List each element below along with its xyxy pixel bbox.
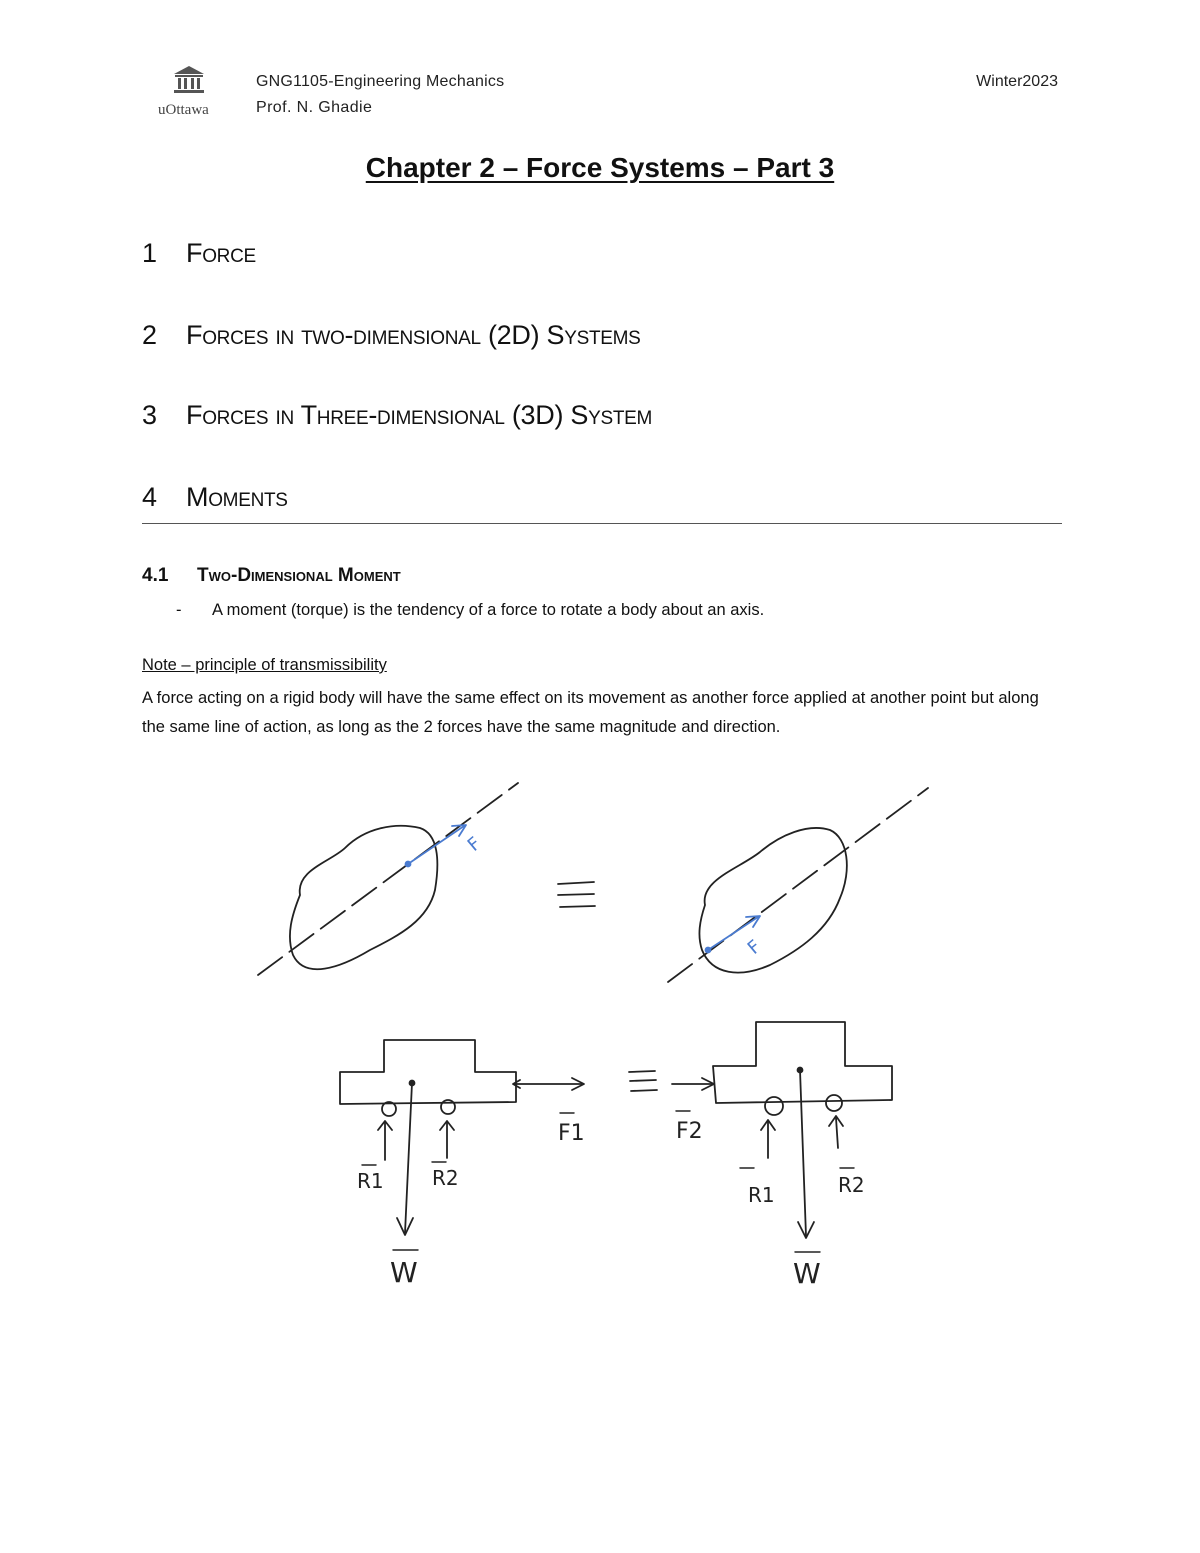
chapter-title: Chapter 2 – Force Systems – Part 3 [365,152,835,183]
bullet-dash: - [176,601,182,619]
wheel-right-1 [765,1097,783,1115]
label-r2-left: R2 [432,1166,459,1190]
bullet-text: A moment (torque) is the tendency of a force to rotate a body about an axis. [212,601,765,619]
note-title: Note – principle of transmissibility [142,656,387,674]
section-title: Force [186,238,256,268]
force-arrow-left [406,825,467,867]
section-number: 2 [142,320,157,350]
note-paragraph: A force acting on a rigid body will have the same effect on its movement as another force applied at another point but along the same line of action, as long as the 2 forces have the same magnitude and direction. [142,689,1039,736]
label-f1: F1 [558,1121,585,1146]
subsection-number: 4.1 [142,565,169,586]
section-number: 4 [142,482,157,512]
label-w-left: W [390,1256,418,1289]
weight-line-left [405,1083,412,1233]
professor-name: Prof. N. Ghadie [256,99,373,116]
label-r1-left: R1 [357,1169,384,1193]
weight-line-right [800,1070,806,1236]
cart-body-left [340,1040,516,1104]
label-f-top-right: F [743,936,766,959]
section-title: Forces in Three-dimensional (3D) System [186,400,653,430]
label-f2: F2 [676,1119,703,1144]
rigid-body-right [699,828,846,973]
section-number: 3 [142,400,157,430]
section-title: Forces in two-dimensional (2D) Systems [186,320,641,350]
cart-body-right [713,1022,892,1103]
label-r2-right: R2 [838,1173,865,1197]
equivalence-symbol-bottom [629,1071,657,1091]
line-of-action-left [258,783,518,975]
course-name: GNG1105-Engineering Mechanics [256,73,505,90]
subsection-title: Two-Dimensional Moment [197,565,401,586]
label-w-right: W [793,1257,821,1290]
section-number: 1 [142,238,157,268]
section-title: Moments [186,482,288,512]
logo-text: uOttawa [158,102,209,118]
label-f-top-left: F [463,833,486,856]
term-label: Winter2023 [976,73,1058,90]
equivalence-symbol-top [558,882,595,907]
wheel-right-2 [826,1095,842,1111]
label-r1-right: R1 [748,1183,775,1207]
